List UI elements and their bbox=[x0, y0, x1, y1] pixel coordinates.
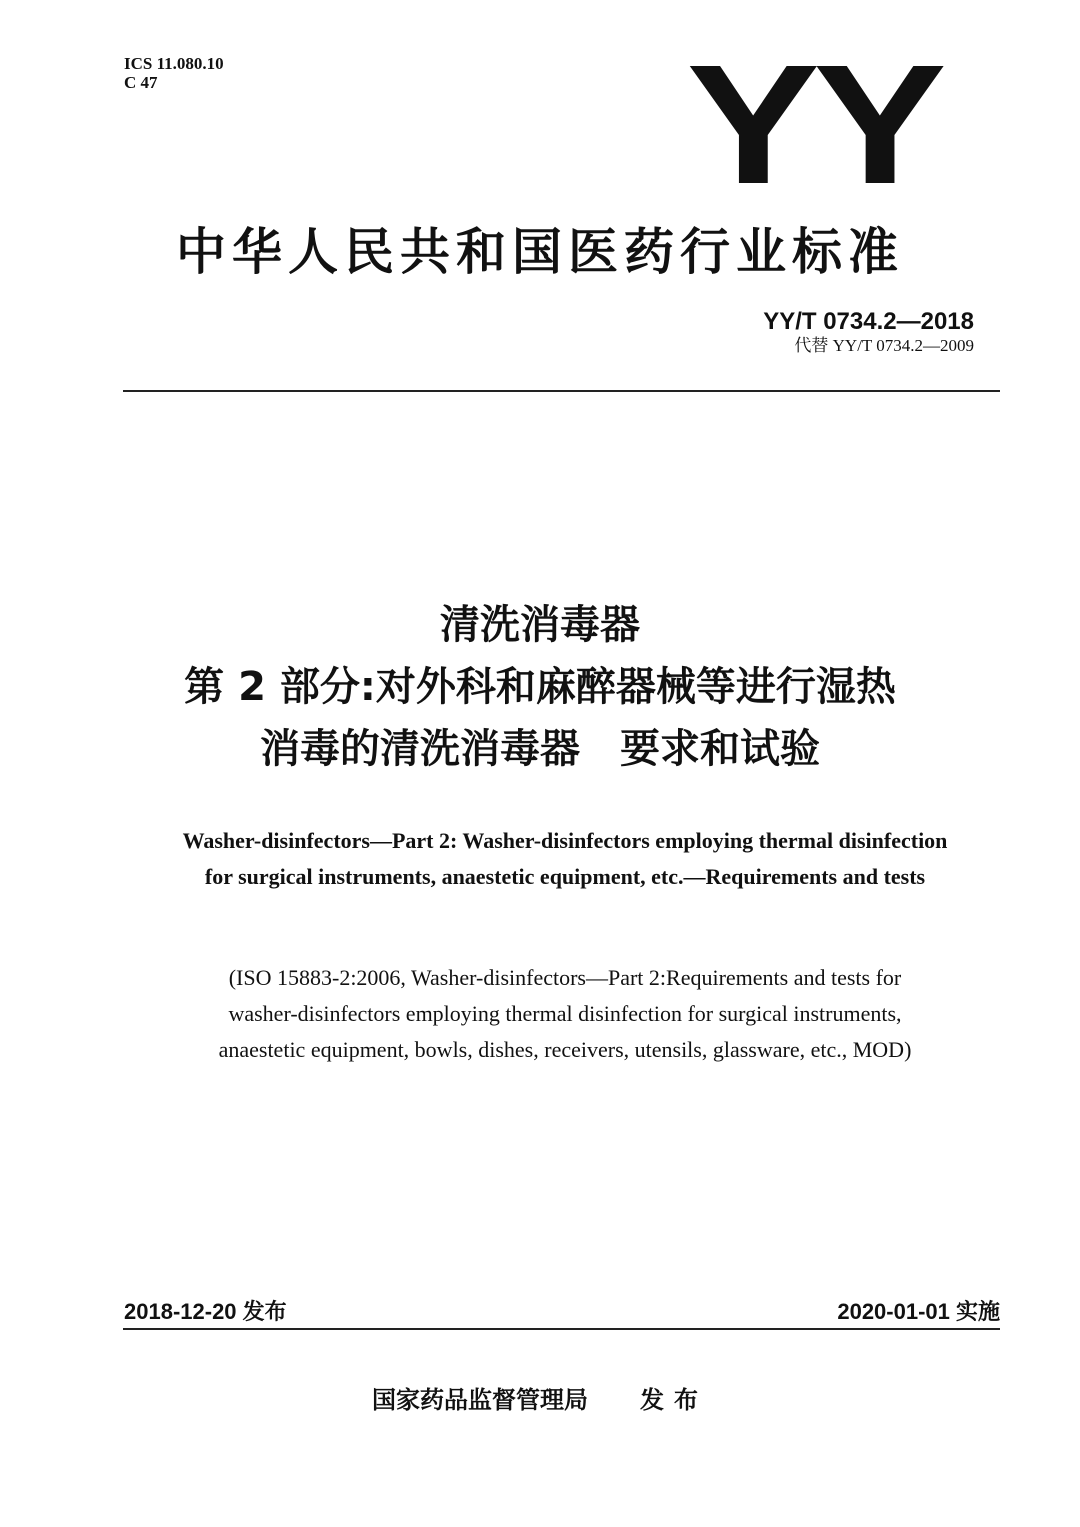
ccs-code: C 47 bbox=[124, 73, 158, 92]
standard-number-block bbox=[763, 308, 974, 356]
chinese-title-line-2: 第 2 部分:对外科和麻醉器械等进行湿热 bbox=[184, 664, 896, 710]
issue-date: 2018-12-20 发布 bbox=[124, 1299, 287, 1324]
ics-code: ICS 11.080.10 bbox=[124, 54, 224, 73]
standard-number: YY/T 0734.2—2018 bbox=[763, 308, 974, 335]
publish-label: 发布 bbox=[640, 1386, 708, 1414]
chinese-title bbox=[0, 594, 1080, 780]
organization-title: 中华人民共和国医药行业标准 bbox=[176, 223, 904, 281]
yy-logo: YY bbox=[686, 30, 940, 220]
iso-reference bbox=[100, 960, 1030, 1068]
classification-codes bbox=[124, 54, 224, 92]
iso-reference-line-2: washer-disinfectors employing thermal disinfection for surgical instruments, bbox=[228, 1001, 902, 1026]
iso-reference-line-3: anaestetic equipment, bowls, dishes, receivers, utensils, glassware, etc., MOD) bbox=[218, 1037, 912, 1062]
chinese-title-line-1: 清洗消毒器 bbox=[440, 602, 640, 648]
publisher-line bbox=[0, 1380, 1080, 1415]
footer-divider bbox=[123, 1328, 1000, 1330]
header-divider bbox=[123, 390, 1000, 392]
publisher-name: 国家药品监督管理局 bbox=[372, 1386, 588, 1414]
chinese-title-line-3: 消毒的清洗消毒器 要求和试验 bbox=[260, 726, 820, 772]
iso-reference-line-1: (ISO 15883-2:2006, Washer-disinfectors—Part 2:Requirements and tests for bbox=[228, 965, 902, 990]
english-title-line-1: Washer-disinfectors—Part 2: Washer-disinfectors employing thermal disinfection bbox=[182, 828, 948, 853]
implementation-date: 2020-01-01 实施 bbox=[837, 1299, 1000, 1324]
english-title bbox=[100, 823, 1030, 895]
replaces-standard: 代替 YY/T 0734.2—2009 bbox=[794, 336, 974, 355]
english-title-line-2: for surgical instruments, anaestetic equipment, etc.—Requirements and tests bbox=[204, 864, 926, 889]
